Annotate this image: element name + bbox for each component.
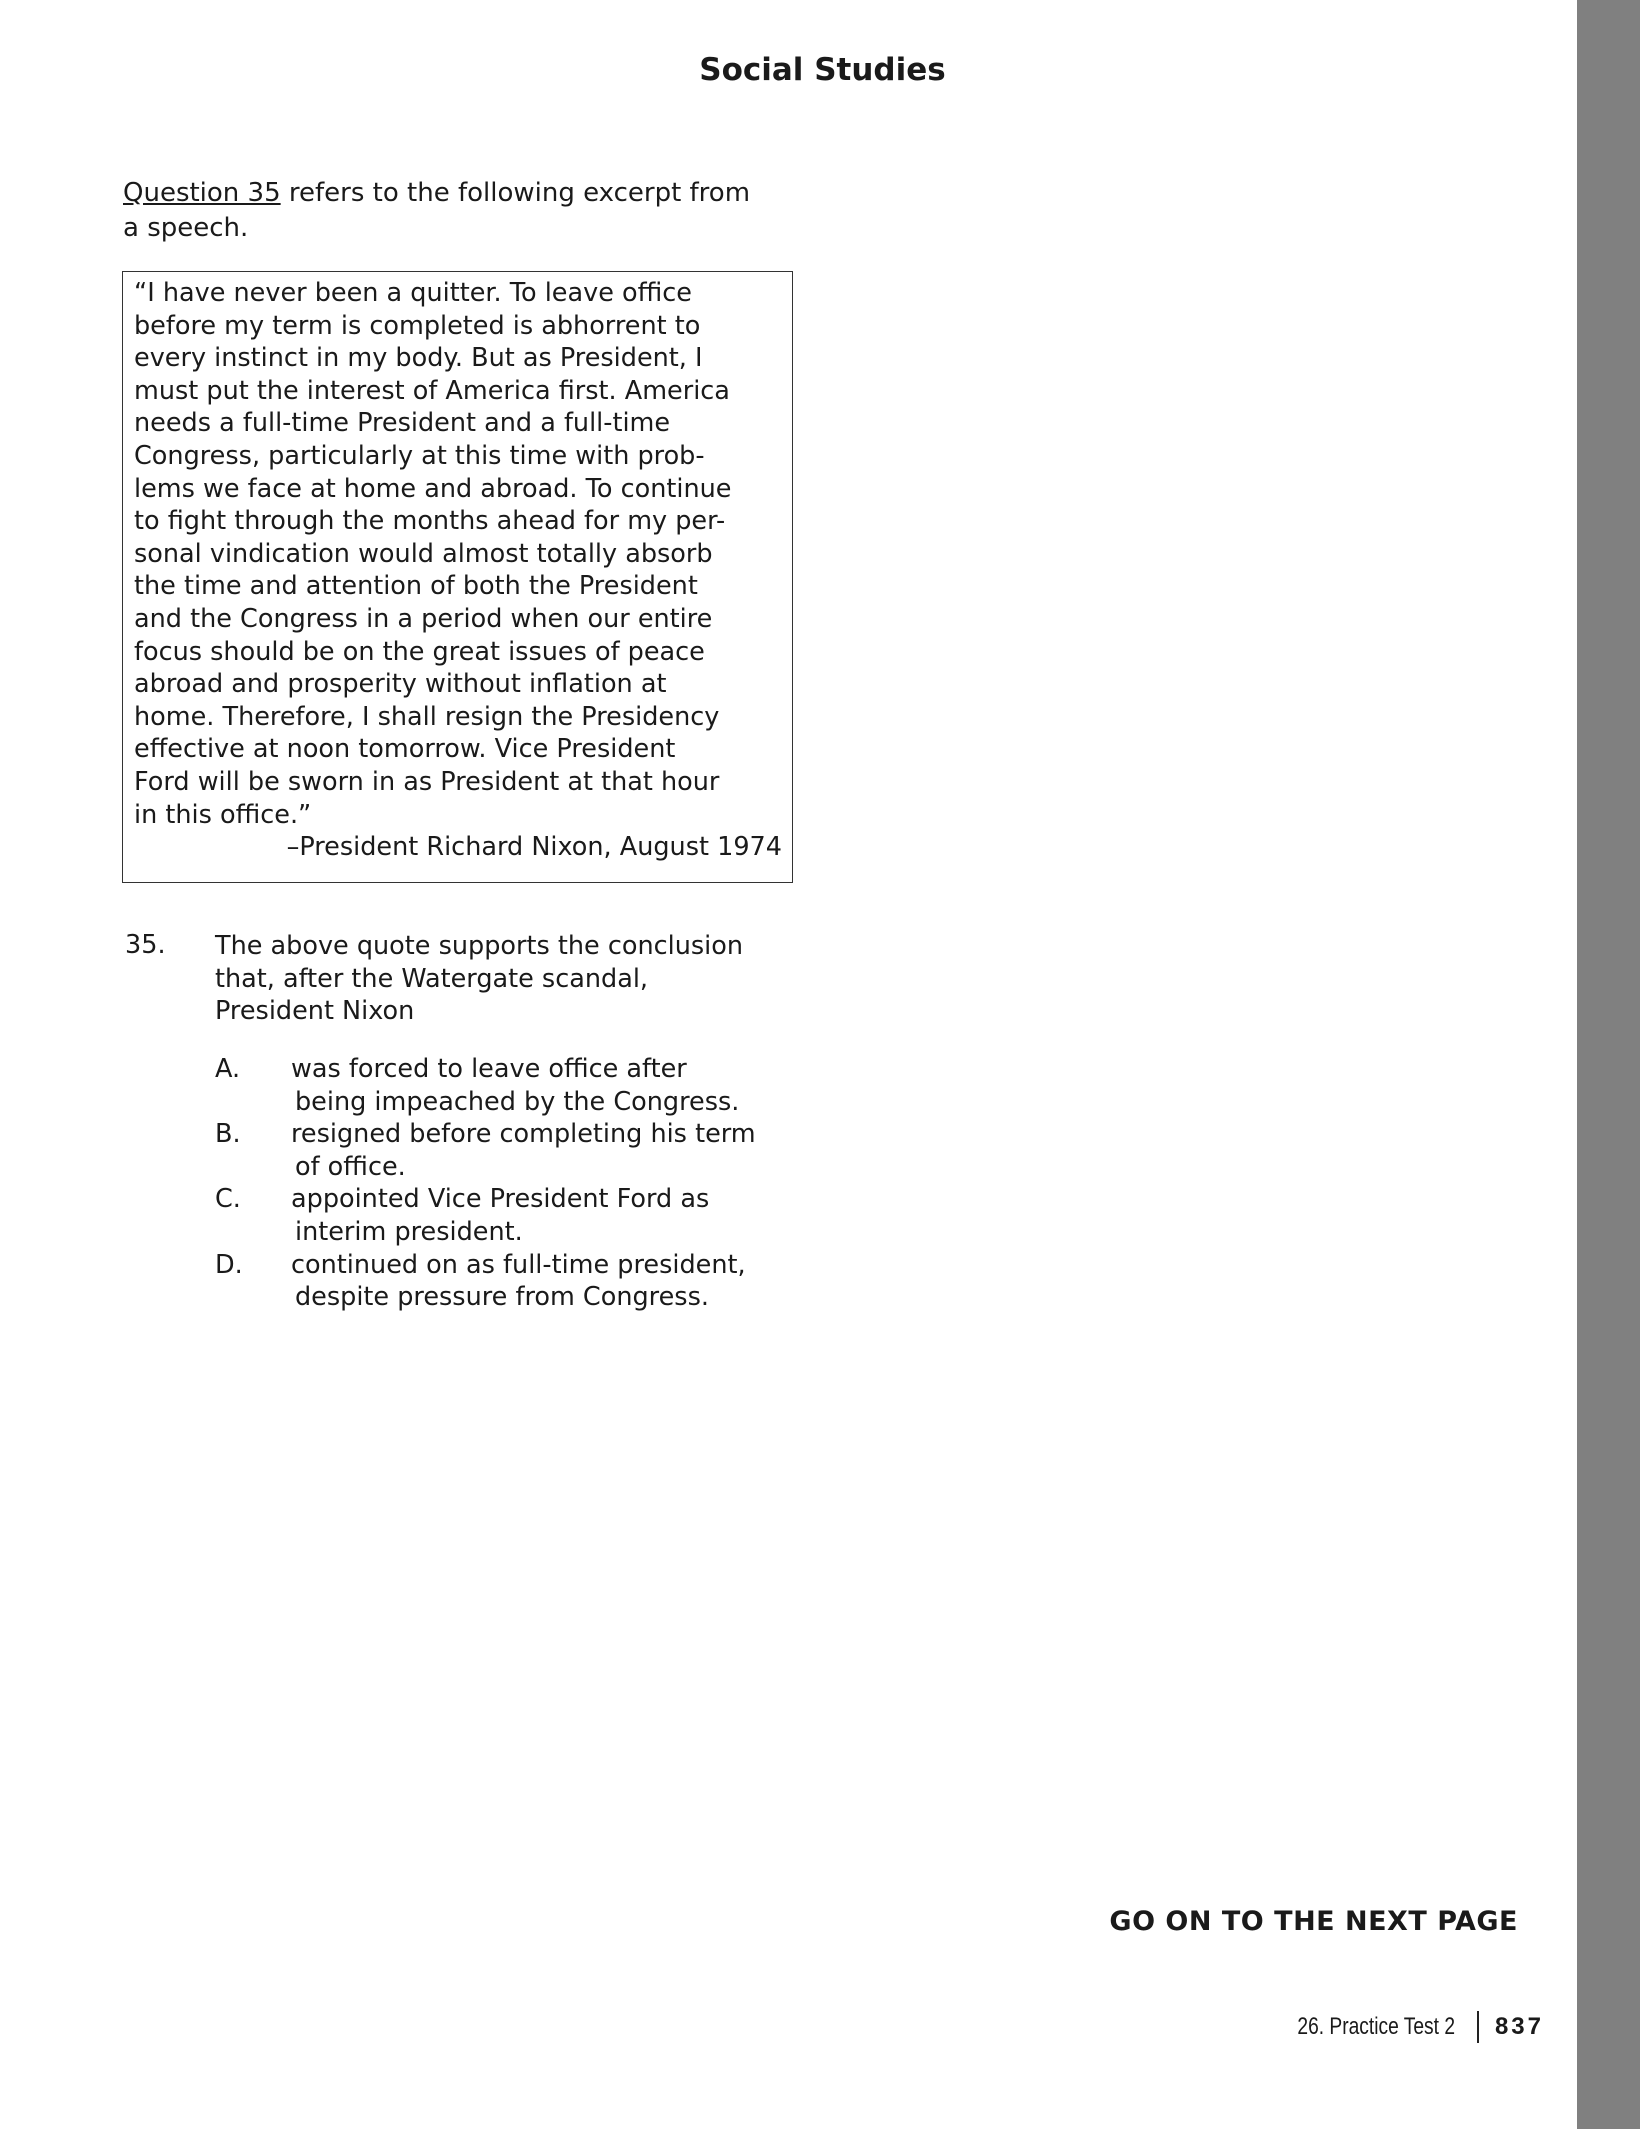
- quote-line: abroad and prosperity without inflation at: [134, 669, 667, 700]
- quote-line: Congress, particularly at this time with prob-: [134, 441, 705, 471]
- intro-text: refers to the following excerpt from: [280, 178, 751, 208]
- option-text: continued on as full-time president,: [291, 1249, 746, 1280]
- stem-line: The above quote supports the conclusion: [215, 931, 744, 961]
- page-edge-tab: [1577, 0, 1640, 2129]
- quote-attribution: –President Richard Nixon, August 1974: [286, 832, 782, 863]
- intro-text-line2: a speech.: [123, 213, 249, 243]
- quote-line: to fight through the months ahead for my per-: [134, 506, 726, 537]
- quote-line: must put the interest of America first. America: [134, 375, 730, 406]
- option-letter: C.: [215, 1184, 241, 1215]
- page-footer: [1258, 2011, 1544, 2043]
- question-stem: [215, 930, 743, 1028]
- option-text: was forced to leave office after: [291, 1054, 687, 1084]
- option-text: resigned before completing his term: [291, 1119, 756, 1150]
- option-text-cont: of office.: [295, 1151, 406, 1182]
- quote-box: [122, 271, 793, 883]
- quote-line: “I have never been a quitter. To leave office: [134, 278, 692, 308]
- quote-line: sonal vindication would almost totally absorb: [134, 538, 713, 569]
- option-text-cont: despite pressure from Congress.: [295, 1282, 709, 1313]
- quote-line: needs a full-time President and a full-time: [134, 408, 671, 439]
- question-reference-link[interactable]: Question 35: [123, 178, 281, 208]
- stem-line: President Nixon: [215, 996, 415, 1027]
- quote-line: Ford will be sworn in as President at that hour: [134, 767, 720, 797]
- quote-line: home. Therefore, I shall resign the Presidency: [134, 701, 720, 732]
- option-text: appointed Vice President Ford as: [291, 1184, 710, 1215]
- section-label: 26. Practice Test 2: [1297, 2013, 1456, 2040]
- quote-line: and the Congress in a period when our entire: [134, 604, 713, 634]
- option-text-cont: interim president.: [295, 1216, 523, 1247]
- page-title: Social Studies: [699, 52, 946, 88]
- question-number: 35.: [125, 930, 166, 960]
- footer-divider: [1477, 2011, 1479, 2043]
- go-on-next-page: GO ON TO THE NEXT PAGE: [1109, 1906, 1518, 1937]
- quote-line: focus should be on the great issues of peace: [134, 636, 705, 667]
- option-letter: B.: [215, 1119, 241, 1150]
- option-letter: D.: [215, 1249, 243, 1280]
- quote-line: lems we face at home and abroad. To continue: [134, 473, 732, 504]
- quote-line: in this office.”: [134, 799, 312, 830]
- quote-line: effective at noon tomorrow. Vice President: [134, 734, 676, 765]
- option-text-cont: being impeached by the Congress.: [295, 1086, 740, 1117]
- quote-line: before my term is completed is abhorrent to: [134, 310, 701, 341]
- quote-line: the time and attention of both the President: [134, 571, 698, 602]
- stem-line: that, after the Watergate scandal,: [215, 963, 649, 994]
- page-number: 837: [1494, 2013, 1544, 2040]
- question-intro: [123, 176, 823, 246]
- quote-line: every instinct in my body. But as President, I: [134, 343, 703, 374]
- option-letter: A.: [215, 1054, 241, 1084]
